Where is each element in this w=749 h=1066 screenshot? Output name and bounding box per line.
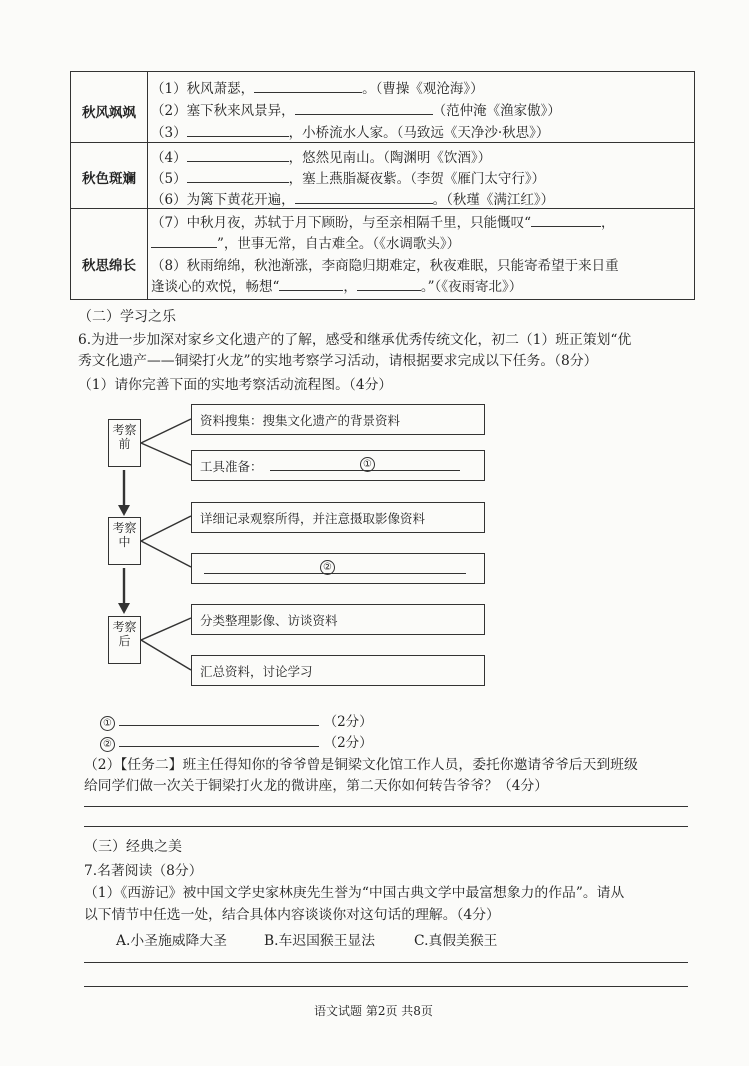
table-line-2: （2）塞下秋来风景异， （范仲淹《渔家傲》） xyxy=(151,103,561,119)
option-c: C.真假美猴王 xyxy=(414,933,498,949)
answer-writing-line[interactable] xyxy=(84,986,688,987)
table-line-6: （6）为篱下黄花开遍， 。（秋瑾《满江红》） xyxy=(151,192,555,208)
flow-box-research: 资料搜集：搜集文化遗产的背景资料 xyxy=(191,404,485,435)
table-line-4: （4） ，悠然见南山。（陶渊明《饮酒》） xyxy=(151,150,492,166)
answer-writing-line[interactable] xyxy=(84,962,688,963)
connector-line xyxy=(141,516,191,541)
question-7-sub-1-line-1: （1）《西游记》被中国文学史家林庚先生誉为“中国古典文学中最富想象力的作品”。请从 xyxy=(84,885,625,901)
connector-line xyxy=(141,640,191,670)
connector-line xyxy=(141,419,191,443)
answer-line-1: ① （2分） xyxy=(100,710,373,731)
table-line-8b: 逢谈心的欢悦，畅想“ ， 。”（《夜雨寄北》） xyxy=(151,279,523,295)
table-line-7b: ”，世事无常，自古难全。（《水调歌头》） xyxy=(151,232,460,252)
stage-before: 考察前 xyxy=(108,419,141,467)
table-line-8: （8）秋雨绵绵，秋池渐涨，李商隐归期难定，秋夜难眠，只能寄希望于来日重 xyxy=(151,258,619,274)
task-2-line-2: 给同学们做一次关于铜梁打火龙的微讲座，第二天你如何转告爷爷？（4分） xyxy=(84,778,549,794)
flow-box-organize: 分类整理影像、访谈资料 xyxy=(191,604,485,635)
question-7-sub-1-line-2: 以下情节中任选一处，结合具体内容谈谈你对这句话的理解。（4分） xyxy=(84,907,500,923)
flow-box-summary: 汇总资料，讨论学习 xyxy=(191,655,485,686)
answer-1-blank[interactable] xyxy=(119,713,319,726)
stage-during: 考察中 xyxy=(108,517,141,565)
option-a: A.小圣施威降大圣 xyxy=(116,933,227,949)
flow-box-blank xyxy=(191,553,485,584)
arrow-head xyxy=(118,603,130,614)
marker-2: ② xyxy=(320,560,335,575)
table-line-1: （1）秋风萧瑟， 。（曹操《观沧海》） xyxy=(151,81,484,97)
answer-line-2: ② （2分） xyxy=(100,731,373,752)
section-2-title: （二）学习之乐 xyxy=(78,309,176,325)
arrow-head xyxy=(118,505,130,516)
connector-line xyxy=(141,618,191,640)
answer-2-blank[interactable] xyxy=(119,734,319,747)
connector-line xyxy=(141,541,191,567)
table-line-3: （3） ，小桥流水人家。（马致远《天净沙·秋思》） xyxy=(151,125,550,141)
question-6-line-2: 秀文化遗产——铜梁打火龙”的实地考察学习活动，请根据要求完成以下任务。（8分） xyxy=(78,353,598,369)
question-7: 7.名著阅读（8分） xyxy=(84,863,203,879)
answer-writing-line[interactable] xyxy=(84,826,688,827)
section-3-title: （三）经典之美 xyxy=(84,839,182,855)
task-2-line-1: （2）【任务二】班主任得知你的爷爷曾是铜梁文化馆工作人员，委托你邀请爷爷后天到班级 xyxy=(84,757,638,773)
flow-box-tools: 工具准备： ① xyxy=(191,450,485,481)
blank-line[interactable] xyxy=(204,573,466,574)
option-b: B.车迟国猴王显法 xyxy=(264,933,376,949)
question-6-sub-1: （1）请你完善下面的实地考察活动流程图。（4分） xyxy=(78,377,393,393)
question-6-line-1: 6.为进一步加深对家乡文化遗产的了解，感受和继承优秀传统文化，初二（1）班正策划“优 xyxy=(78,332,632,348)
flow-box-record: 详细记录观察所得，并注意摄取影像资料 xyxy=(191,502,485,533)
category-autumn-color: 秋色斑斓 xyxy=(82,171,136,187)
page-footer: 语文试题 第2页 共8页 xyxy=(314,1004,433,1018)
category-autumn-wind: 秋风飒飒 xyxy=(82,105,136,121)
table-line-7: （7）中秋月夜，苏轼于月下顾盼，与至亲相隔千里，只能慨叹“ ， xyxy=(151,215,615,231)
connector-line xyxy=(141,443,191,465)
category-autumn-longing: 秋思绵长 xyxy=(82,258,136,274)
stage-after: 考察后 xyxy=(108,616,141,664)
marker-1: ① xyxy=(360,457,375,472)
table-line-5: （5） ，塞上燕脂凝夜紫。（李贺《雁门太守行》） xyxy=(151,171,546,187)
answer-writing-line[interactable] xyxy=(84,806,688,807)
